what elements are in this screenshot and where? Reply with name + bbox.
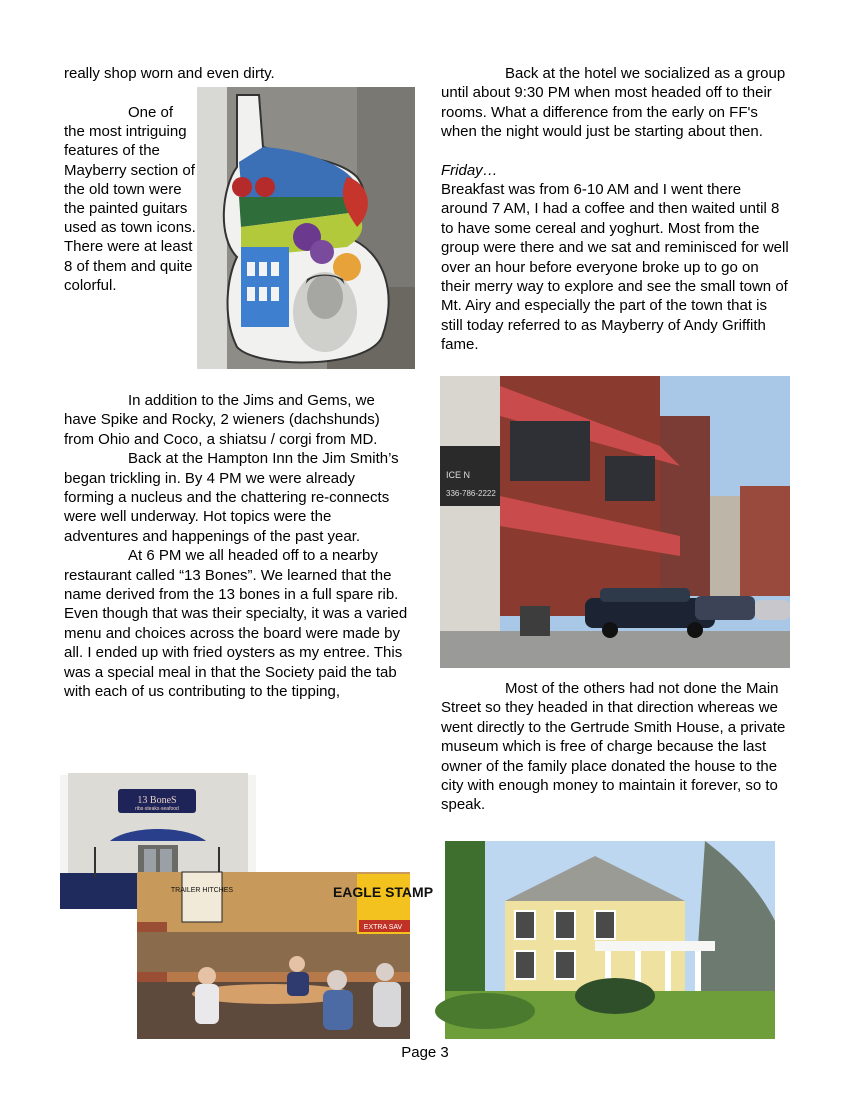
right-column-bottom [441,679,791,815]
right-column-top [441,64,791,355]
main-street-photo [440,376,790,668]
page-number: Page 3 [401,1044,449,1061]
paragraph-dinner: At 6 PM we all headed off to a nearby restaurant called “13 Bones”. We learned that the name derived from the 13 bones in a full spare rib. Even though that was their specialty, it was a varied menu and choices across the board were made by all. I ended up with fried oysters as my entree. This was a special meal in that the Society paid the tab with each of us contributing to the tipping, [64,547,408,701]
guitar-paragraph: One of the most intriguing features of the Mayberry section of the old town were the painted guitars used as town icons. There were at least 8 of them and quite colorful. [64,104,196,294]
paragraph-hampton: Back at the Hampton Inn the Jim Smith’s began trickling in. By 4 PM we were already forming a nucleus and the chattering re-connects were well underway. Hot topics were the adventures and happenings of the past year. [64,450,399,545]
paragraph-museum: Most of the others had not done the Main Street so they headed in that direction whereas we went directly to the Gertrude Smith House, a private museum which is free of charge because the last owner of the family place donated the house to the city with enough money to maintain it forever, so to speak. [441,680,786,814]
gertrude-smith-house-photo [445,841,775,1039]
left-text-block [64,391,409,702]
restaurant-interior-photo [137,872,434,1039]
storefront-ice: ICE N [446,470,471,480]
friday-heading: Friday… [441,161,498,179]
sign-text: 13 BoneS [137,795,177,806]
paragraph-hotel: Back at the hotel we socialized as a group until about 9:30 PM when most headed off to their rooms. What a difference from the early on FF's when the night would just be starting about then. [441,65,786,141]
paragraph-breakfast: Breakfast was from 6-10 AM and I went there around 7 AM, I had a coffee and then waited until 8 to have some cereal and yoghurt. Most from the group were there and we sat and reminisced for well over an hour before everyone broke up to go on their merry way to explore and see the small town of Mt. Airy and especially the part of the town that is still today referred to as Mayberry of Andy Griffith fame. [441,181,789,354]
continued-line: really shop worn and even dirty. [64,65,275,82]
extra-sign: EXTRA SAV [363,924,403,931]
paragraph-dogs: In addition to the Jims and Gems, we have Spike and Rocky, 2 wieners (dachshunds) from Ohio and Coco, a shiatsu / corgi from MD. [64,392,380,448]
storefront-phone: 336-786-2222 [446,489,496,498]
painted-guitar-photo [197,87,415,369]
trailer-sign: TRAILER HITCHES [170,887,234,894]
eagle-sign: EAGLE STAMP [332,884,434,900]
left-column [64,64,409,83]
sign-subtext: ribs·steaks·seafood [135,806,179,812]
